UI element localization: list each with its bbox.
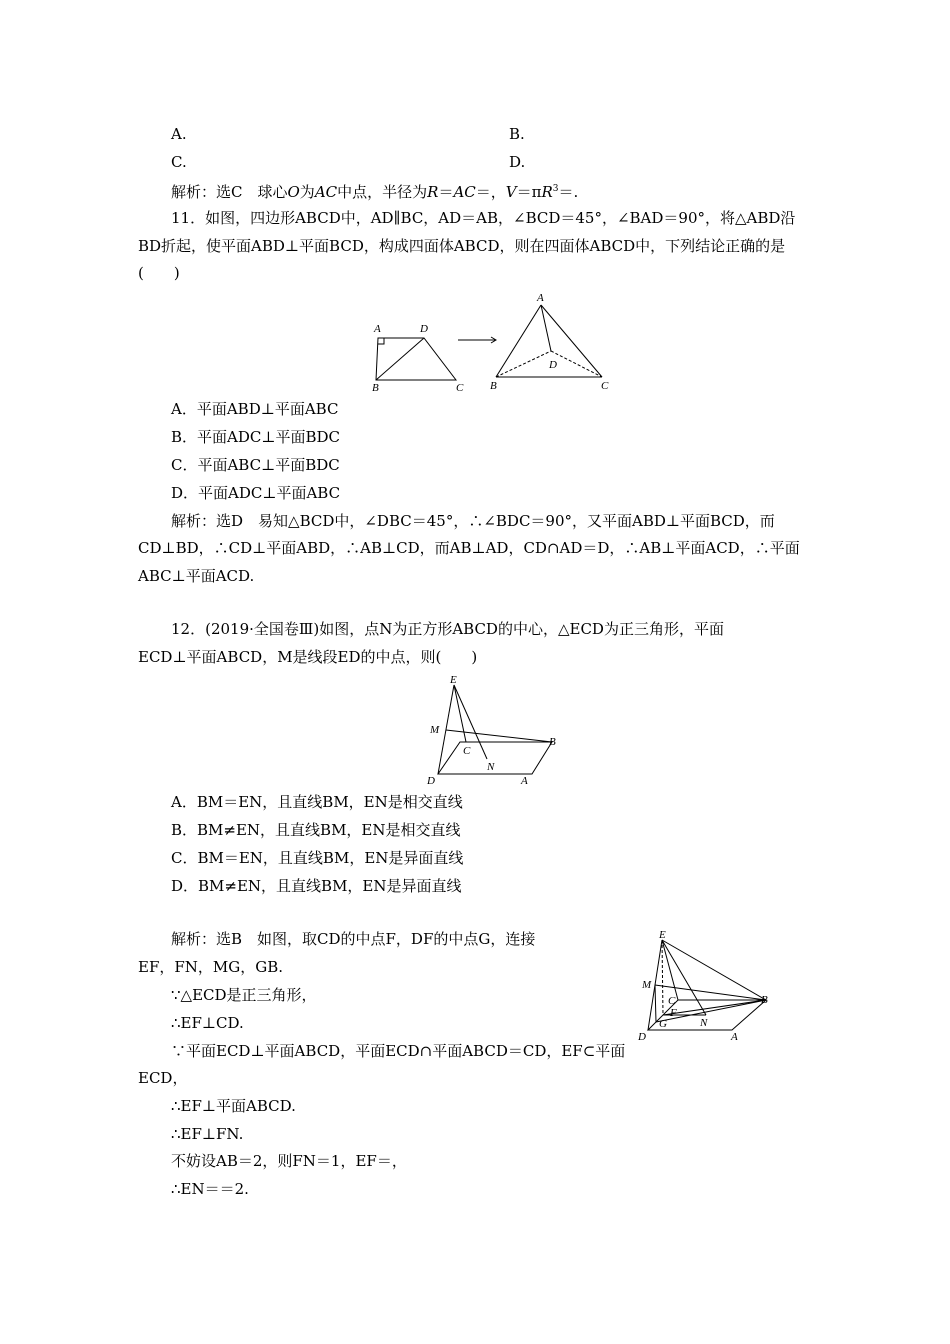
label-d: D [420,323,428,335]
q11-option-b: B．平面ADC⊥平面BDC [171,428,340,446]
right-angle-mark [378,338,384,344]
q12-option-b: B．BM≠EN，且直线BM，EN是相交直线 [171,821,461,839]
q12-stem-line2: ECD⊥平面ABCD，M是线段ED的中点，则( ) [138,648,478,666]
label-b: B [372,382,379,394]
square-abcd [438,742,552,774]
edge-dc-hidden [551,351,602,377]
q11-option-d: D．平面ADC⊥平面ABC [171,484,341,502]
q11-tetrahedron [490,292,609,392]
q12-analysis-figure [634,928,784,1048]
edge-ed [438,685,454,774]
segment-ef [662,940,663,1015]
q12-analysis-line8: ∴EF⊥FN. [171,1125,244,1143]
label-a: A [731,1031,738,1043]
label-c: C [456,382,464,394]
edge-ab [496,305,541,377]
label-c: C [463,745,471,757]
q10-option-a: A. [171,125,187,143]
q10-option-c: C. [171,153,187,171]
label-n: N [487,761,495,773]
label-e: E [659,929,666,941]
label-b: B [549,736,556,748]
q11-analysis-line2: CD⊥BD，∴CD⊥平面ABD，∴AB⊥CD，而AB⊥AD，CD∩AD＝D，∴AB⊥平面ACD，∴平面 [138,539,800,557]
q11-option-c: C．平面ABC⊥平面BDC [171,456,340,474]
label-m: M [430,724,440,736]
q11-analysis-line3: ABC⊥平面ACD. [138,567,255,585]
q12-analysis-line1: 解析：选B 如图，取CD的中点F，DF的中点G，连接 [171,930,536,948]
edge-ec [454,685,466,742]
q11-stem-line3: ( ) [138,264,180,282]
label-g: G [659,1018,667,1030]
q11-trapezoid [372,323,464,394]
label-c: C [668,995,676,1007]
label-d: D [549,359,557,371]
q12-option-c: C．BM＝EN，且直线BM，EN是异面直线 [171,849,464,867]
edge-eb [662,940,766,1000]
q12-option-a: A．BM＝EN，且直线BM，EN是相交直线 [171,793,463,811]
q12-option-d: D．BM≠EN，且直线BM，EN是异面直线 [171,877,462,895]
trapezoid-edges [376,338,456,380]
q11-option-a: A．平面ABD⊥平面ABC [171,400,339,418]
q12-analysis-line6: ECD， [138,1069,188,1087]
label-c: C [601,380,609,392]
edge-ec [662,940,678,1000]
label-d: D [427,775,435,787]
segment-fb [663,1000,766,1015]
label-n: N [700,1017,708,1029]
label-b: B [761,994,768,1006]
q12-analysis-line4: ∴EF⊥CD. [171,1014,244,1032]
q12-analysis-line7: ∴EF⊥平面ABCD. [171,1097,296,1115]
q10-option-b: B. [509,125,525,143]
q12-analysis-line3: ∵△ECD是正三角形， [171,986,317,1004]
q11-stem-line2: BD折起，使平面ABD⊥平面BCD，构成四面体ABCD，则在四面体ABCD中，下列结论正确的是 [138,237,786,255]
label-e: E [450,674,457,686]
label-d: D [638,1031,646,1043]
label-f: F [670,1007,677,1019]
q10-analysis: 解析：选C 球心O为AC中点，半径为R＝AC＝，$V=\pi R^3=$. [171,183,579,201]
label-m: M [642,979,652,991]
segment-mg [655,985,656,1022]
q12-analysis-line2: EF，FN，MG，GB. [138,958,284,976]
segment-en [454,685,487,759]
edge-ad [541,305,551,351]
q12-figure [424,672,564,787]
q11-analysis-line1: 解析：选D 易知△BCD中，∠DBC＝45°，∴∠BDC＝90°，又平面ABD⊥平面BCD，而 [171,512,775,530]
q11-stem-line1: 11．如图，四边形ABCD中，AD∥BC，AD＝AB，∠BCD＝45°，∠BAD＝90°，将△ABD沿 [171,209,796,227]
q12-analysis-line10: ∴EN＝＝2. [171,1180,249,1198]
label-b: B [490,380,497,392]
arrow [458,337,496,343]
label-a: A [537,292,544,304]
label-a: A [521,775,528,787]
q11-figure [368,288,618,393]
q12-analysis-line5: ∵平面ECD⊥平面ABCD，平面ECD∩平面ABCD＝CD，EF⊂平面 [171,1042,626,1060]
q12-stem-line1: 12．(2019·全国卷Ⅲ)如图，点N为正方形ABCD的中心，△ECD为正三角形，平面 [171,620,724,638]
label-a: A [374,323,381,335]
q12-analysis-line9: 不妨设AB＝2，则FN＝1，EF＝， [171,1152,407,1170]
q10-option-d: D. [509,153,526,171]
segment-bm [446,730,552,742]
